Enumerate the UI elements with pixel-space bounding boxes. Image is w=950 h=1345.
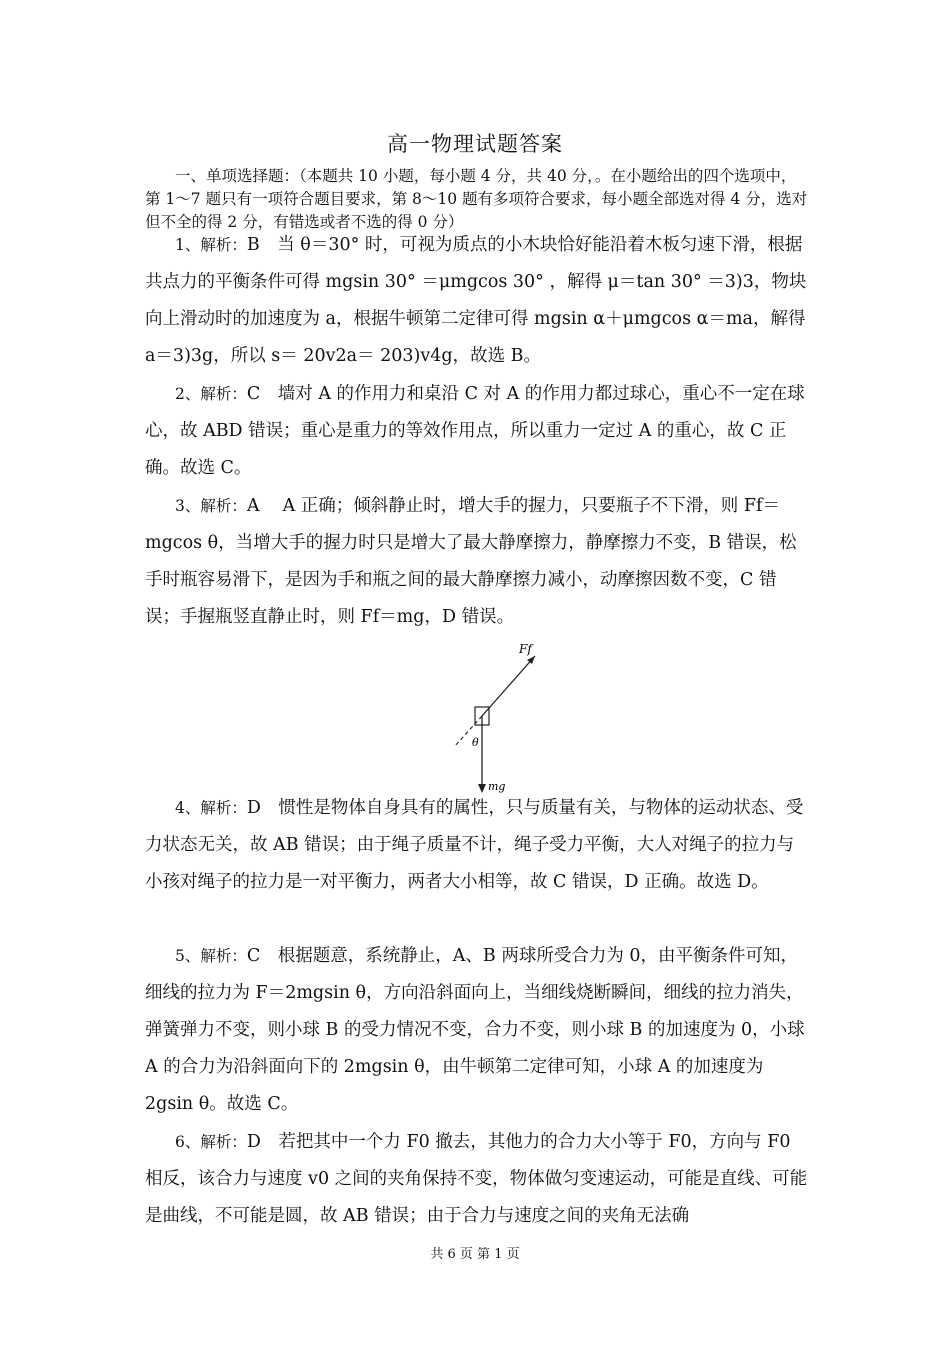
answer-5: 5、解析：C 根据题意，系统静止，A、B 两球所受合力为 0，由平衡条件可知，细线的拉力为 F＝2mgsin θ，方向沿斜面向上，当细线烧断瞬间，细线的拉力消失，弹簧弹力不变，则小球 B 的受力情况不变，合力不变，则小球 B 的加速度为 0，小球 A 的合力为沿斜面向下的 2mgsin θ，由牛顿第二定律可知，小球 A 的加速度为 2gsin θ。故选 C。	[145, 946, 805, 1114]
friction-force-arrow	[482, 656, 535, 716]
answer-4: 4、解析：D 惯性是物体自身具有的属性，只与质量有关，与物体的运动状态、受力状态无关，故 AB 错误；由于绳子质量不计，绳子受力平衡，大人对绳子的拉力与小孩对绳子的拉力是一对平衡力，两者大小相等，故 C 错误，D 正确。故选 D。	[145, 798, 804, 892]
answer-1: 1、解析：B 当 θ＝30° 时，可视为质点的小木块恰好能沿着木板匀速下滑，根据共点力的平衡条件可得 mgsin 30° ＝μmgcos 30° ，解得 μ＝tan 30° ＝3)3，物块向上滑动时的加速度为 a，根据牛顿第二定律可得 mgsin α＋μmgcos α＝ma，解得 a＝3)3g，所以 s＝ 20v2a＝ 203)v4g，故选 B。	[145, 235, 807, 366]
answer-2: 2、解析：C 墙对 A 的作用力和桌沿 C 对 A 的作用力都过球心，重心不一定在球心，故 ABD 错误；重心是重力的等效作用点，所以重力一定过 A 的重心，故 C 正确。故选 C。	[145, 384, 805, 478]
answer-3: 3、解析：A A 正确；倾斜静止时，增大手的握力，只要瓶子不下滑，则 Ff＝mgcos θ，当增大手的握力时只是增大了最大静摩擦力，静摩擦力不变，B 错误，松手时瓶容易滑下，是因为手和瓶之间的最大静摩擦力减小，动摩擦因数不变，C 错误；手握瓶竖直静止时，则 Ff＝mg，D 错误。	[145, 496, 797, 627]
label-mg: mg	[488, 780, 506, 793]
page-footer: 共 6 页 第 1 页	[430, 1247, 520, 1262]
section-intro: 一、单项选择题：（本题共 10 小题，每小题 4 分，共 40 分，。在小题给出的四个选项中，第 1～7 题只有一项符合题目要求，第 8～10 题有多项符合要求，每小题全部选对得 4 分，选对但不全的得 2 分，有错选或者不选的得 0 分）	[145, 167, 808, 231]
force-diagram	[440, 640, 550, 795]
label-ff: Ff	[519, 642, 532, 656]
label-theta: θ	[472, 736, 479, 749]
answer-6: 6、解析：D 若把其中一个力 F0 撤去，其他力的合力大小等于 F0，方向与 F0 相反，该合力与速度 v0 之间的夹角保持不变，物体做匀变速运动，可能是直线、可能是曲线，不可能是圆，故 AB 错误；由于合力与速度之间的夹角无法确	[145, 1132, 808, 1226]
page-title: 高一物理试题答案	[387, 132, 563, 156]
